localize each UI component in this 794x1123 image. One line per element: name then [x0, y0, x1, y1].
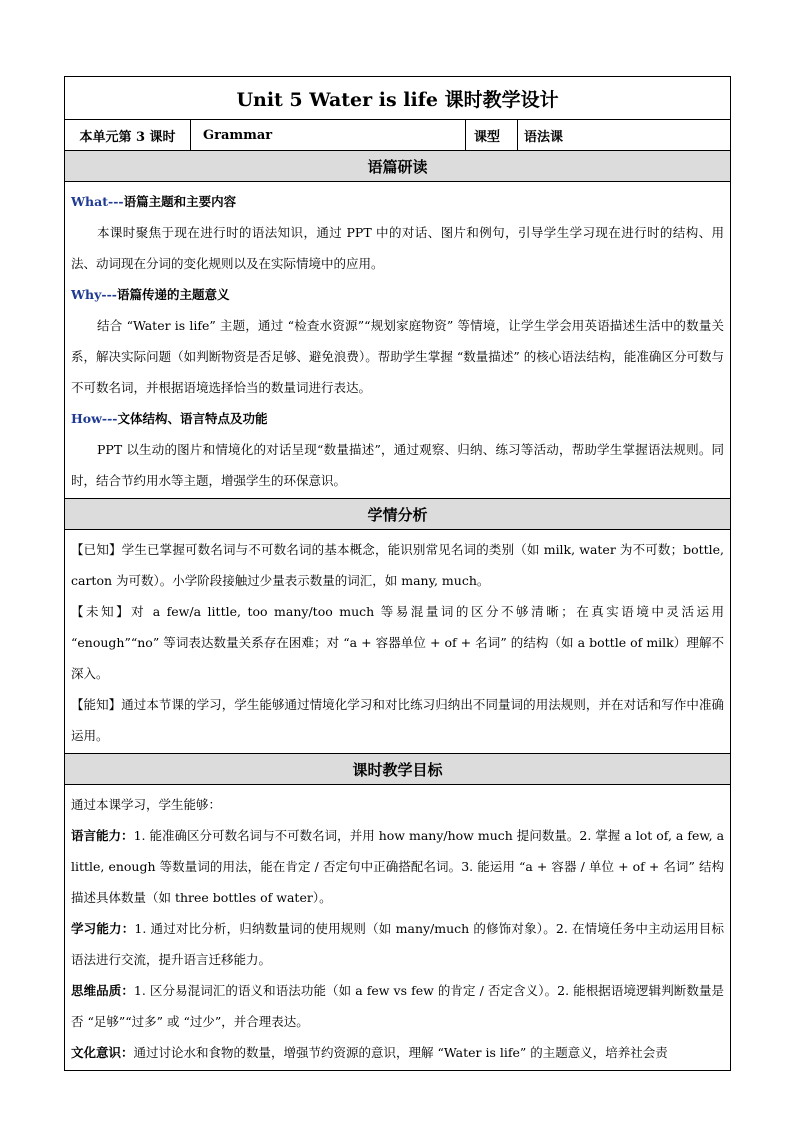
unknown-paragraph: 【未知】对 a few/a little, too many/too much 等易混量词的区分不够清晰；在真实语境中灵活运用 “enough”“no” 等词表达数量关系存在困难；对 “a + 容器单位 + of + 名词” 的结构（如 a bottle of milk）理解不深入。 [71, 604, 725, 681]
what-paragraph: 本课时聚焦于现在进行时的语法知识，通过 PPT 中的对话、图片和例句，引导学生学习现在进行时的结构、用法、动词现在分词的变化规则以及在实际情境中的应用。 [71, 225, 725, 271]
lesson-type-value: 语法课 [518, 120, 731, 151]
objective-label: 学习能力： [71, 921, 135, 936]
why-heading [71, 279, 724, 310]
why-title: 语篇传递的主题意义 [116, 287, 230, 302]
objective-thinking [71, 975, 724, 1037]
what-label: What--- [71, 194, 124, 209]
objective-text: 1. 能准确区分可数名词与不可数名词，并用 how many/how much 提问数量。2. 掌握 a lot of, a few, a little, enough 等数量词的用法，能在肯定 / 否定句中正确搭配名词。3. 能运用 “a + 容器 / 单位 + of + 名词” 结构描述具体数量（如 three bottles of water）。 [71, 828, 725, 905]
lesson-topic-value: Grammar [191, 120, 466, 151]
known-paragraph: 【已知】学生已掌握可数名词与不可数名词的基本概念，能识别常见名词的类别（如 milk, water 为不可数；bottle, carton 为可数）。小学阶段接触过少量表示数量的词汇，如 many, much。 [71, 542, 725, 588]
objective-learning [71, 913, 724, 975]
lesson-plan-table [64, 76, 731, 1071]
section-heading-objectives: 课时教学目标 [65, 754, 731, 785]
how-heading [71, 403, 724, 434]
section-heading-reading: 语篇研读 [65, 151, 731, 182]
objective-label: 思维品质： [71, 983, 134, 998]
objectives-intro: 通过本课学习，学生能够： [71, 797, 222, 812]
objective-language [71, 820, 724, 913]
able-paragraph: 【能知】通过本节课的学习，学生能够通过情境化学习和对比练习归纳出不同量词的用法规则，并在对话和写作中准确运用。 [71, 697, 725, 743]
analysis-section-body [65, 530, 731, 754]
objective-label: 语言能力： [71, 828, 134, 843]
what-title: 语篇主题和主要内容 [123, 194, 237, 209]
page-title: Unit 5 Water is life 课时教学设计 [65, 77, 731, 120]
lesson-type-label: 课型 [466, 120, 518, 151]
objective-text: 1. 通过对比分析，归纳数量词的使用规则（如 many/much 的修饰对象）。2. 在情境任务中主动运用目标语法进行交流，提升语言迁移能力。 [71, 921, 725, 967]
objective-text: 1. 区分易混词汇的语义和语法功能（如 a few vs few 的肯定 / 否定含义）。2. 能根据语境逻辑判断数量是否 “足够”“过多” 或 “过少”，并合理表达。 [71, 983, 725, 1029]
lesson-meta-row [65, 120, 731, 151]
reading-section-body [65, 182, 731, 499]
lesson-number-label: 本单元第 3 课时 [65, 120, 191, 151]
objective-text: 通过讨论水和食物的数量，增强节约资源的意识，理解 “Water is life” 的主题意义，培养社会责 [133, 1045, 668, 1060]
lesson-plan-page [64, 76, 730, 1071]
how-label: How--- [71, 411, 118, 426]
section-heading-analysis: 学情分析 [65, 499, 731, 530]
why-paragraph: 结合 “Water is life” 主题，通过 “检查水资源”“规划家庭物资” 等情境，让学生学会用英语描述生活中的数量关系，解决实际问题（如判断物资是否足够、避免浪费）。帮助学生掌握 “数量描述” 的核心语法结构，能准确区分可数与不可数名词，并根据语境选择恰当的数量词进行表达。 [71, 318, 725, 395]
objectives-section-body [65, 785, 731, 1071]
objective-culture [71, 1037, 724, 1068]
what-heading [71, 186, 724, 217]
how-title: 文体结构、语言特点及功能 [117, 411, 268, 426]
objective-label: 文化意识： [71, 1045, 134, 1060]
how-paragraph: PPT 以生动的图片和情境化的对话呈现“数量描述”，通过观察、归纳、练习等活动，帮助学生掌握语法规则。同时，结合节约用水等主题，增强学生的环保意识。 [71, 442, 725, 488]
why-label: Why--- [71, 287, 117, 302]
